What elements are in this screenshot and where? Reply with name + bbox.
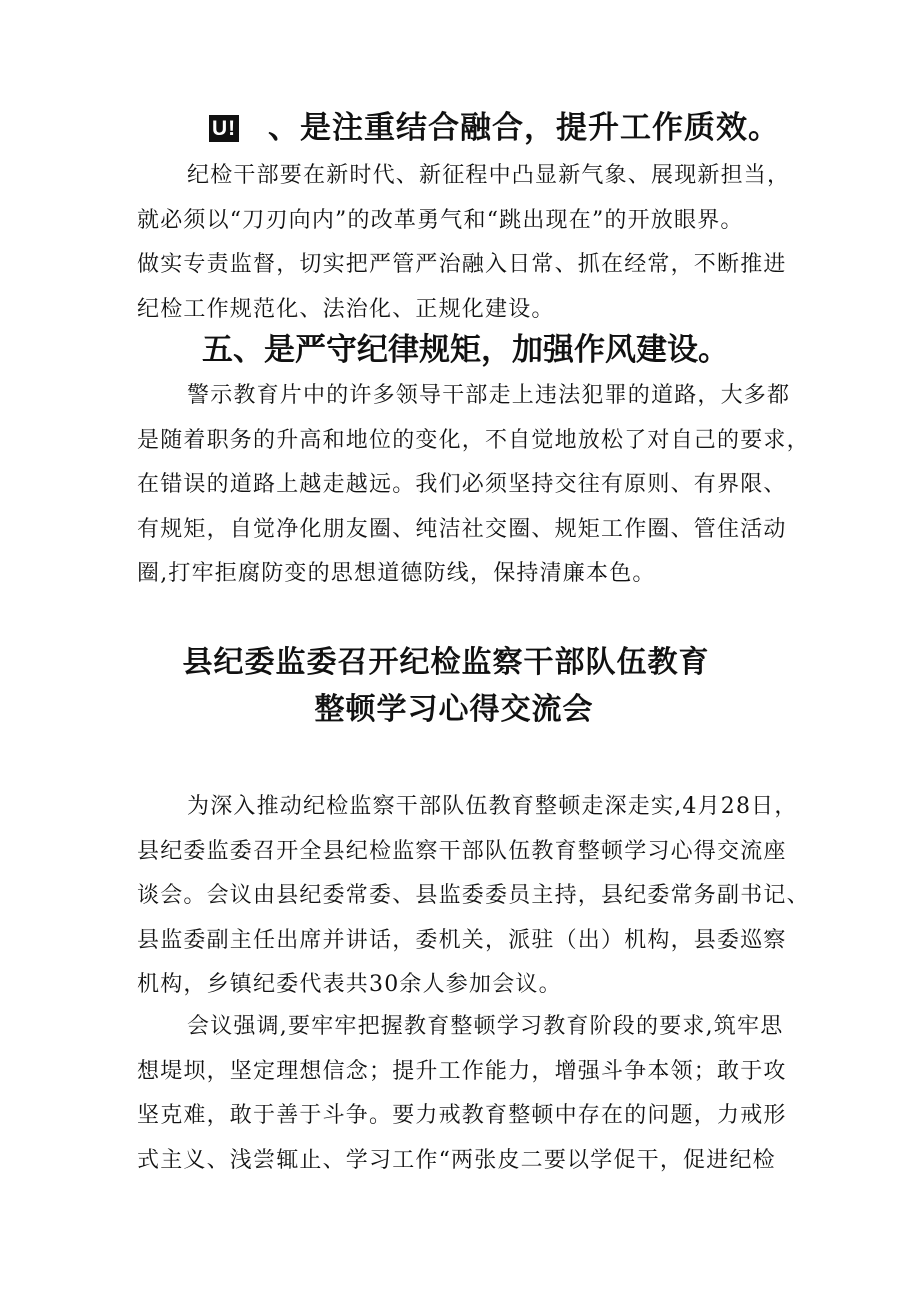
paragraph-line: 机构，乡镇纪委代表共30余人参加会议。 bbox=[137, 972, 562, 998]
article-paragraph-1 bbox=[137, 785, 810, 1008]
paragraph-line: 纪检工作规范化、法治化、正规化建设。 bbox=[137, 296, 555, 322]
paragraph-line: 会议强调,要牢牢把握教育整顿学习教育阶段的要求,筑牢思 bbox=[187, 1014, 784, 1039]
paragraph-line: 为深入推动纪检监察干部队伍教育整顿走深走实,4月28日， bbox=[187, 794, 798, 819]
section-4-number-marker: U! bbox=[209, 115, 239, 142]
paragraph-line: 就必须以“刀刃向内”的改革勇气和“跳出现在”的开放眼界。 bbox=[137, 207, 744, 233]
paragraph-line: 在错误的道路上越走越远。我们必须坚持交往有原则、有界限、 bbox=[137, 472, 787, 498]
article-title-line-1: 县纪委监委召开纪检监察干部队伍教育 bbox=[182, 645, 710, 680]
paragraph-line: 式主义、浅尝辄止、学习工作“两张皮二要以学促干，促进纪检 bbox=[137, 1147, 776, 1173]
article-paragraph-2 bbox=[137, 1005, 797, 1183]
paragraph-line: 想堤坝，坚定理想信念；提升工作能力，增强斗争本领；敢于攻 bbox=[137, 1058, 787, 1084]
paragraph-line: 纪检干部要在新时代、新征程中凸显新气象、展现新担当， bbox=[187, 163, 791, 188]
section-5-paragraph bbox=[137, 374, 810, 597]
article-title-line-2: 整顿学习心得交流会 bbox=[314, 692, 594, 727]
section-4-heading-text: 、是注重结合融合，提升工作质效。 bbox=[268, 110, 780, 146]
paragraph-line: 圈,打牢拒腐防变的思想道德防线，保持清廉本色。 bbox=[137, 561, 656, 587]
paragraph-line: 有规矩，自觉净化朋友圈、纯洁社交圈、规矩工作圈、管住活动 bbox=[137, 516, 787, 542]
paragraph-line: 谈会。会议由县纪委常委、县监委委员主持，县纪委常务副书记、 bbox=[137, 883, 810, 909]
paragraph-line: 县监委副主任出席并讲话，委机关，派驻（出）机构，县委巡察 bbox=[137, 927, 787, 953]
paragraph-line: 警示教育片中的许多领导干部走上违法犯罪的道路，大多都 bbox=[187, 383, 791, 408]
section-5-heading: 五、是严守纪律规矩，加强作风建设。 bbox=[202, 332, 729, 368]
paragraph-line: 县纪委监委召开全县纪检监察干部队伍教育整顿学习心得交流座 bbox=[137, 838, 787, 864]
paragraph-line: 是随着职务的升高和地位的变化，不自觉地放松了对自己的要求， bbox=[137, 427, 810, 453]
paragraph-line: 做实专责监督，切实把严管严治融入日常、抓在经常，不断推进 bbox=[137, 252, 787, 278]
paragraph-line: 坚克难，敢于善于斗争。要力戒教育整顿中存在的问题，力戒形 bbox=[137, 1103, 787, 1129]
section-4-paragraph bbox=[137, 154, 797, 332]
